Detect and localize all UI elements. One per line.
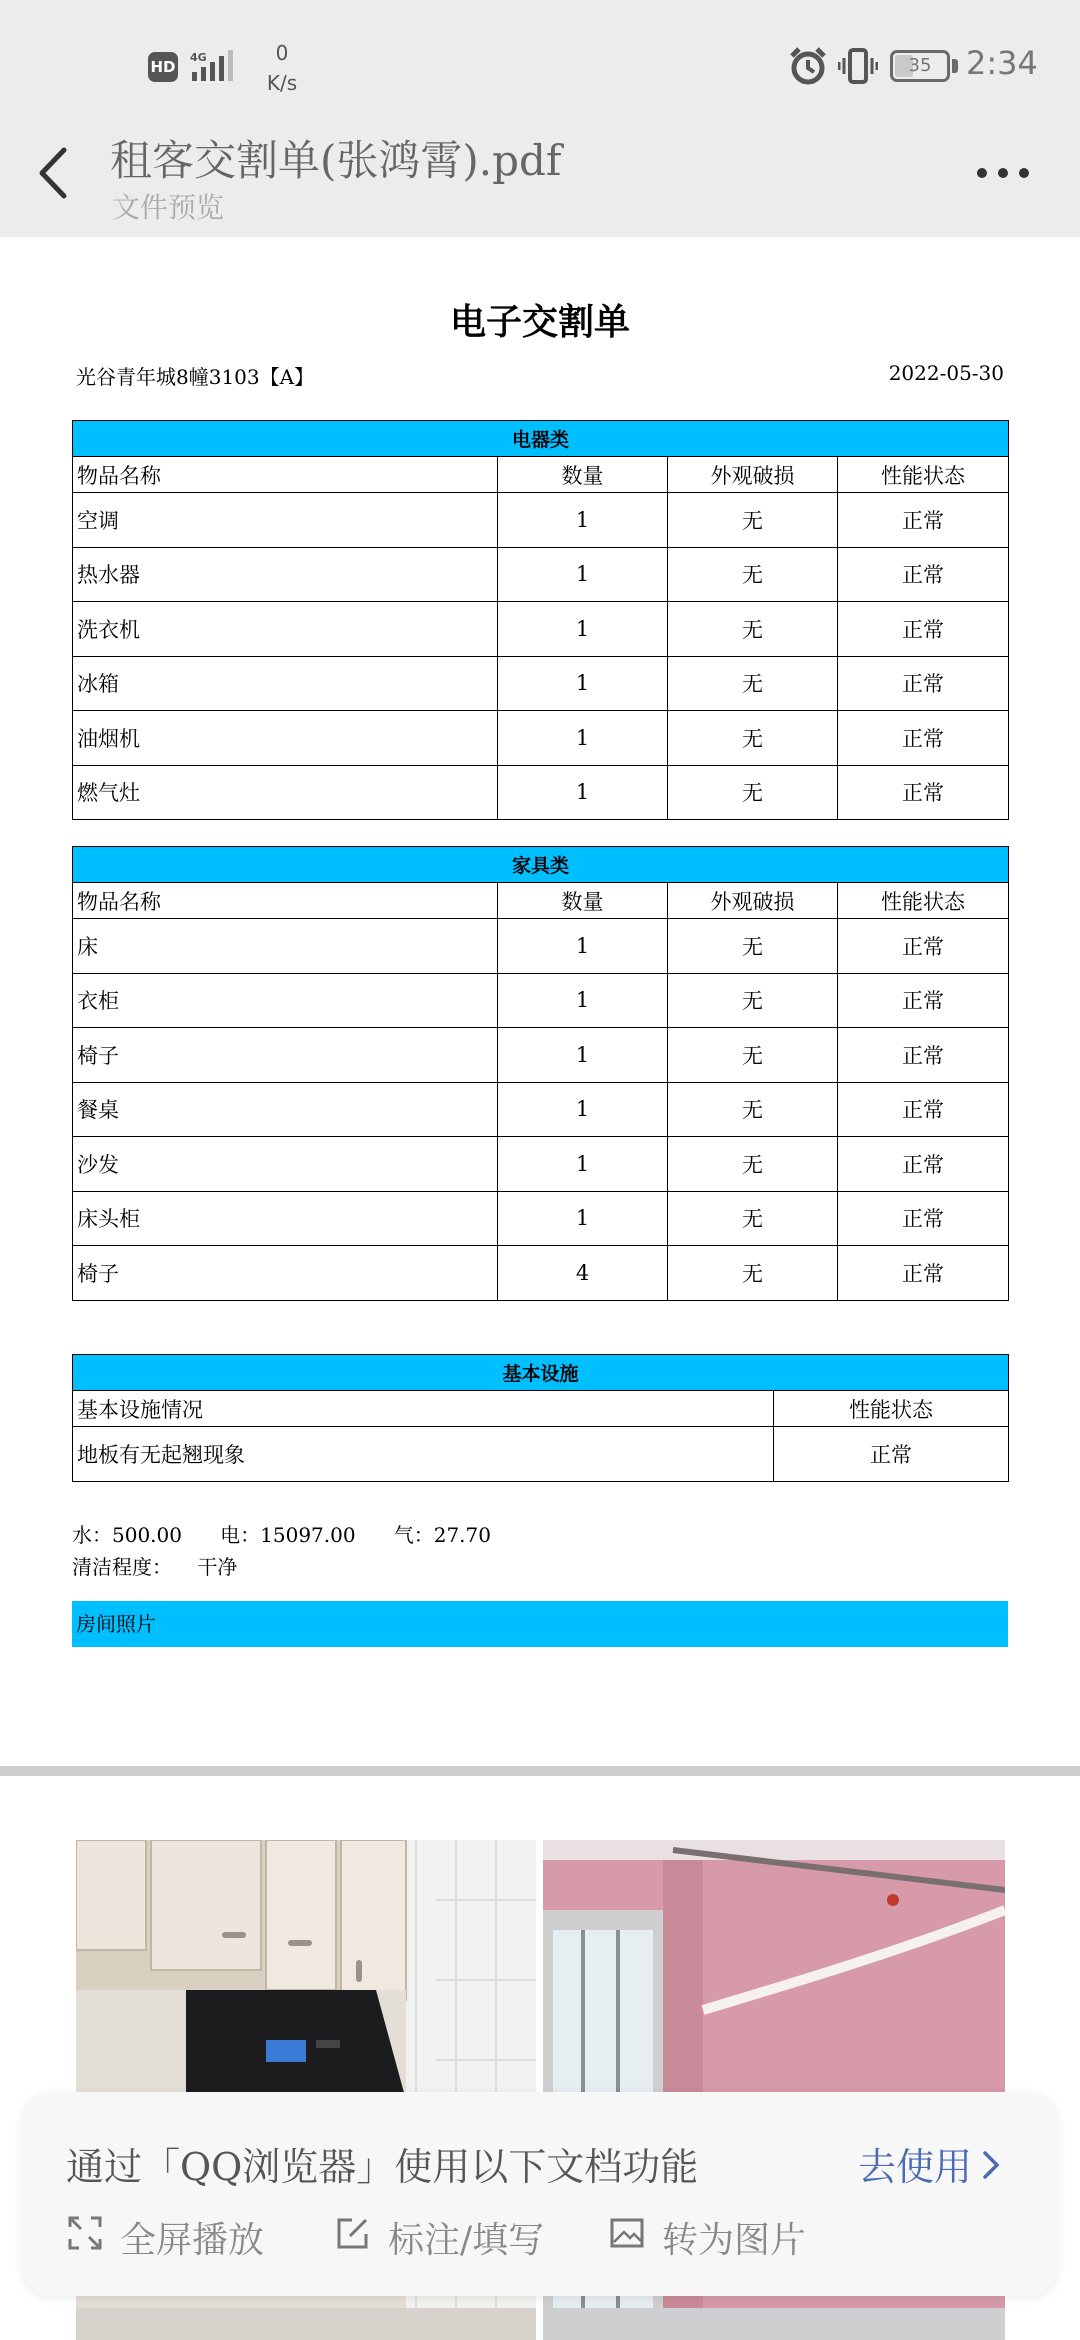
item-name: 沙发 [73,1137,498,1192]
item-status: 正常 [838,1137,1009,1192]
gas-label: 气： [393,1523,434,1547]
table-row [73,765,1009,820]
item-qty: 1 [498,493,668,548]
item-damage: 无 [668,765,838,820]
item-damage: 无 [668,656,838,711]
item-qty: 4 [498,1246,668,1301]
item-status: 正常 [838,493,1009,548]
item-status: 正常 [838,919,1009,974]
clock: 2:34 [966,44,1038,82]
alarm-icon [788,46,828,86]
table-row [73,1028,1009,1083]
item-name: 油烟机 [73,711,498,766]
app-header [0,0,1080,237]
item-status: 正常 [838,602,1009,657]
use-now-button[interactable] [858,2136,1000,2191]
item-damage: 无 [668,711,838,766]
item-qty: 1 [498,711,668,766]
item-name: 洗衣机 [73,602,498,657]
item-qty: 1 [498,1028,668,1083]
column-header-name: 物品名称 [73,457,498,493]
item-damage: 无 [668,973,838,1028]
item-status: 正常 [838,1191,1009,1246]
item-qty: 1 [498,1137,668,1192]
signal-icon [190,50,246,82]
table-row [73,973,1009,1028]
item-qty: 1 [498,1191,668,1246]
item-status: 正常 [838,765,1009,820]
file-subtitle: 文件预览 [112,191,225,224]
convert-to-image-label: 转为图片 [662,2220,807,2261]
section-header-appliances: 电器类 [73,421,1009,457]
battery-text: 35 [908,55,932,76]
item-status: 正常 [838,973,1009,1028]
item-damage: 无 [668,1137,838,1192]
cleanliness-value: 干净 [197,1555,238,1579]
item-damage: 无 [668,1082,838,1137]
column-header-damage: 外观破损 [668,883,838,919]
item-qty: 1 [498,973,668,1028]
status-bar [0,0,1080,130]
column-header-qty: 数量 [498,457,668,493]
fullscreen-play-label: 全屏播放 [120,2220,265,2261]
column-header-status: 性能状态 [838,883,1009,919]
meter-readings [72,1519,491,1548]
item-damage: 无 [668,547,838,602]
item-name: 椅子 [73,1028,498,1083]
promo-text: 通过「QQ浏览器」使用以下文档功能 [66,2145,699,2189]
battery-tip [952,59,958,73]
annotate-fill-label: 标注/填写 [388,2220,545,2261]
facility-item: 地板有无起翘现象 [73,1427,774,1482]
table-row [73,919,1009,974]
table-row [73,547,1009,602]
edit-icon [336,2216,370,2250]
item-qty: 1 [498,919,668,974]
facility-status: 正常 [774,1427,1009,1482]
item-damage: 无 [668,1191,838,1246]
item-status: 正常 [838,1246,1009,1301]
chevron-left-icon[interactable] [30,140,80,206]
cleanliness-label: 清洁程度： [72,1555,172,1579]
item-damage: 无 [668,919,838,974]
vibrate-icon [838,46,878,86]
use-now-label: 去使用 [858,2145,973,2189]
document-title: 电子交割单 [449,302,630,343]
water-label: 水： [72,1523,112,1547]
net-speed [262,38,302,98]
facilities-table [72,1354,1009,1482]
room-photo-3 [76,2308,536,2340]
item-qty: 1 [498,656,668,711]
page-separator [0,1766,1080,1776]
table-row [73,602,1009,657]
cleanliness [72,1551,237,1580]
column-header-damage: 外观破损 [668,457,838,493]
chevron-right-icon [982,2150,1000,2180]
room-photo-4 [543,2308,1005,2340]
table-row [73,711,1009,766]
table-row [73,1191,1009,1246]
file-title: 租客交割单(张鸿霄).pdf [110,136,562,185]
column-header-name: 物品名称 [73,883,498,919]
column-header-qty: 数量 [498,883,668,919]
item-status: 正常 [838,711,1009,766]
item-name: 衣柜 [73,973,498,1028]
pdf-page-1[interactable] [0,237,1080,1766]
item-name: 燃气灶 [73,765,498,820]
browser-promo-card [22,2092,1058,2296]
image-icon [610,2216,644,2250]
item-damage: 无 [668,602,838,657]
item-qty: 1 [498,1082,668,1137]
table-row [73,1082,1009,1137]
table-row [73,493,1009,548]
fullscreen-icon [68,2216,102,2250]
item-name: 椅子 [73,1246,498,1301]
gas-reading: 27.70 [433,1523,491,1547]
item-qty: 1 [498,547,668,602]
item-name: 餐桌 [73,1082,498,1137]
item-name: 空调 [73,493,498,548]
table-row [73,1427,1009,1482]
electricity-reading: 15097.00 [260,1523,356,1547]
column-header-status: 性能状态 [838,457,1009,493]
column-header-facility: 基本设施情况 [73,1391,774,1427]
item-qty: 1 [498,602,668,657]
item-status: 正常 [838,547,1009,602]
net-speed-unit: K/s [266,71,298,95]
document-date: 2022-05-30 [888,361,1004,385]
section-header-facilities: 基本设施 [73,1355,1009,1391]
item-status: 正常 [838,1082,1009,1137]
item-name: 冰箱 [73,656,498,711]
appliances-table [72,420,1009,820]
item-name: 热水器 [73,547,498,602]
furniture-table [72,846,1009,1301]
property-address: 光谷青年城8幢3103【A】 [76,365,315,389]
table-row [73,656,1009,711]
item-damage: 无 [668,493,838,548]
item-status: 正常 [838,656,1009,711]
network-type-label: 4G [190,51,207,64]
section-header-furniture: 家具类 [73,847,1009,883]
section-header-photos: 房间照片 [72,1601,1008,1647]
item-qty: 1 [498,765,668,820]
water-reading: 500.00 [112,1523,182,1547]
item-name: 床头柜 [73,1191,498,1246]
net-speed-value: 0 [275,41,289,65]
more-icon[interactable] [975,160,1031,186]
hd-badge: HD [148,52,178,82]
column-header-facility-status: 性能状态 [774,1391,1009,1427]
table-row [73,1246,1009,1301]
electricity-label: 电： [220,1523,261,1547]
table-row [73,1137,1009,1192]
item-status: 正常 [838,1028,1009,1083]
item-name: 床 [73,919,498,974]
battery-icon [890,50,950,82]
item-damage: 无 [668,1246,838,1301]
item-damage: 无 [668,1028,838,1083]
